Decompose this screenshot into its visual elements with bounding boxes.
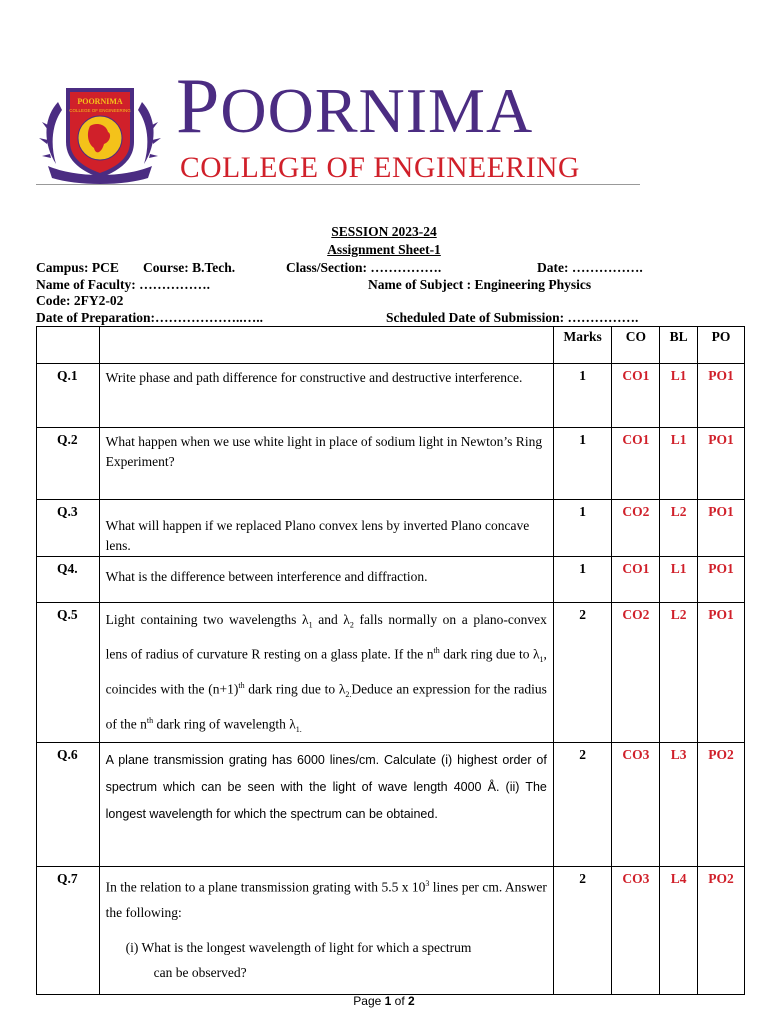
- subject-field: Name of Subject : Engineering Physics: [368, 277, 592, 292]
- college-logo-icon: [36, 82, 164, 186]
- date-field: Date: …………….: [537, 260, 643, 275]
- question-marks: 2: [553, 603, 611, 743]
- question-po: PO1: [697, 428, 744, 500]
- question-bl: L3: [660, 743, 698, 867]
- table-row: [37, 557, 745, 603]
- question-co: CO1: [612, 364, 660, 428]
- header-bl: BL: [660, 327, 698, 364]
- table-row: [37, 428, 745, 500]
- question-po: PO1: [697, 500, 744, 557]
- question-marks: 1: [553, 557, 611, 603]
- question-co: CO2: [612, 603, 660, 743]
- table-row: [37, 743, 745, 867]
- question-co: CO1: [612, 557, 660, 603]
- campus-field: Campus: PCE: [36, 260, 119, 275]
- question-number: Q.5: [37, 603, 100, 743]
- question-marks: 2: [553, 743, 611, 867]
- session-title: SESSION 2023-24: [331, 224, 437, 239]
- question-po: PO2: [697, 867, 744, 995]
- brand-title: POORNIMA: [176, 62, 534, 149]
- header-cell-no: [37, 327, 100, 364]
- question-co: CO1: [612, 428, 660, 500]
- question-bl: L1: [660, 364, 698, 428]
- question-text: In the relation to a plane transmission grating with 5.5 x $10^3$ lines per cm. Answer the following: (i) What is the longest wavelength of light for which a spectrum can be observed?: [99, 867, 553, 995]
- question-bl: L2: [660, 603, 698, 743]
- question-po: PO2: [697, 743, 744, 867]
- question-number: Q.7: [37, 867, 100, 995]
- question-co: CO3: [612, 867, 660, 995]
- brand-subtitle: COLLEGE OF ENGINEERING: [180, 152, 580, 184]
- letterhead: [0, 0, 768, 200]
- question-marks: 1: [553, 500, 611, 557]
- header-co: CO: [612, 327, 660, 364]
- header-cell-question: [99, 327, 553, 364]
- header-marks: Marks: [553, 327, 611, 364]
- question-marks: 1: [553, 364, 611, 428]
- svg-text:COLLEGE OF ENGINEERING: COLLEGE OF ENGINEERING: [69, 108, 131, 113]
- table-row: [37, 867, 745, 995]
- question-number: Q.2: [37, 428, 100, 500]
- faculty-field: Name of Faculty: …………….: [36, 277, 210, 292]
- questions-table: [36, 326, 745, 995]
- page-number: Page 1 of 2: [353, 994, 415, 1008]
- question-po: PO1: [697, 557, 744, 603]
- submission-date-field: Scheduled Date of Submission: …………….: [386, 310, 639, 325]
- table-row: [37, 364, 745, 428]
- question-number: Q4.: [37, 557, 100, 603]
- question-bl: L4: [660, 867, 698, 995]
- question-bl: L1: [660, 428, 698, 500]
- table-row: [37, 603, 745, 743]
- header-divider: [36, 184, 640, 185]
- table-header-row: [37, 327, 745, 364]
- preparation-date-field: Date of Preparation:………………..…..: [36, 310, 263, 325]
- question-number: Q.6: [37, 743, 100, 867]
- question-text: What is the difference between interference and diffraction.: [99, 557, 553, 603]
- question-text: What will happen if we replaced Plano convex lens by inverted Plano concave lens.: [99, 500, 553, 557]
- class-section-field: Class/Section: …………….: [286, 260, 442, 275]
- assignment-title: Assignment Sheet-1: [327, 242, 441, 257]
- question-bl: L1: [660, 557, 698, 603]
- question-po: PO1: [697, 364, 744, 428]
- table-row: [37, 500, 745, 557]
- question-text: Write phase and path difference for constructive and destructive interference.: [99, 364, 553, 428]
- code-field: Code: 2FY2-02: [36, 293, 124, 308]
- question-bl: L2: [660, 500, 698, 557]
- course-field: Course: B.Tech.: [143, 260, 236, 275]
- question-number: Q.1: [37, 364, 100, 428]
- question-co: CO2: [612, 500, 660, 557]
- question-po: PO1: [697, 603, 744, 743]
- question-marks: 1: [553, 428, 611, 500]
- svg-text:POORNIMA: POORNIMA: [77, 97, 123, 106]
- header-po: PO: [697, 327, 744, 364]
- question-text: What happen when we use white light in place of sodium light in Newton’s Ring Experiment?: [99, 428, 553, 500]
- question-text: Light containing two wavelengths $\lambda_1$ and $\lambda_2$ falls normally on a plano-convex lens of radius of curvature R resting on a glass plate. If the $n^{th}$ dark ring due to $\lambda_1$, coincides with the $(n+1)^{th}$ dark ring due to $\lambda_{2.}Deduce$ an expression for the radius of the $n^{th}$ dark ring of wavelength $\lambda_{1.}$: [99, 603, 553, 743]
- question-text: A plane transmission grating has 6000 lines/cm. Calculate (i) highest order of spectrum which can be seen with the light of wave length 4000 Å. (ii) The longest wavelength for which the spectrum can be obtained.: [99, 743, 553, 867]
- question-co: CO3: [612, 743, 660, 867]
- question-number: Q.3: [37, 500, 100, 557]
- question-marks: 2: [553, 867, 611, 995]
